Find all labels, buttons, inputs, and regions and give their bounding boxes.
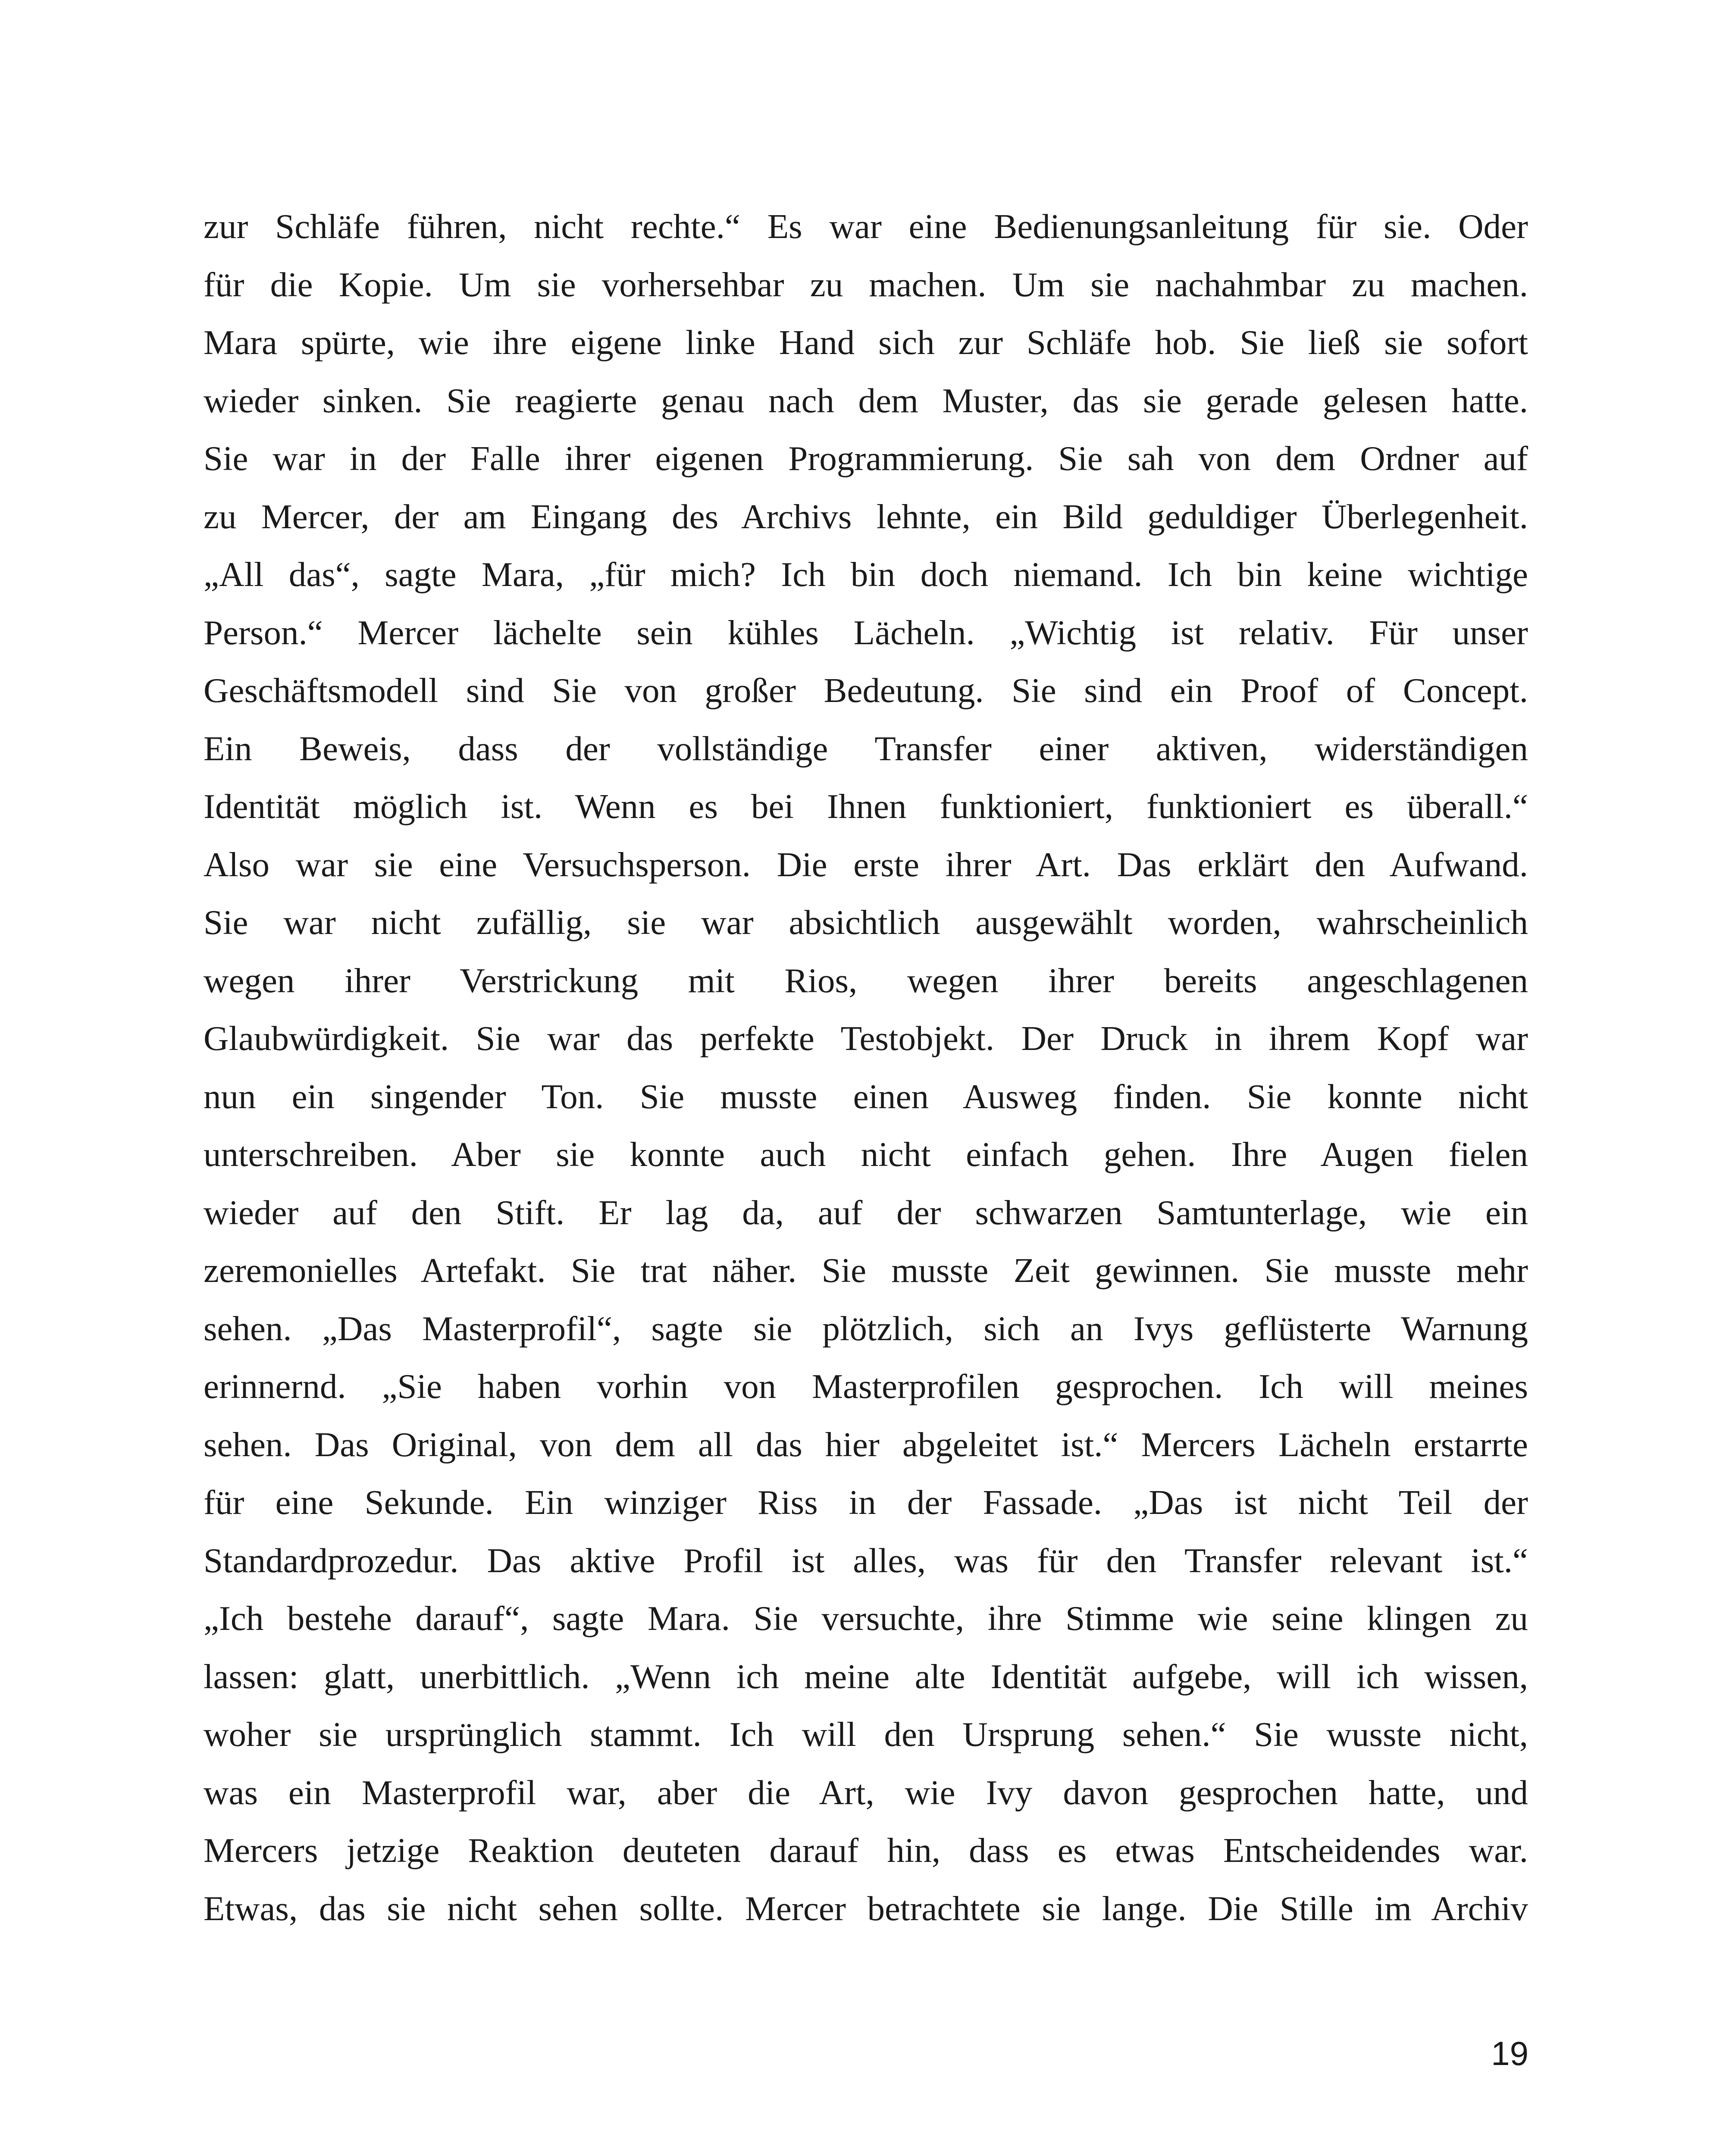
- text-line: Sie war nicht zufällig, sie war absichtlich ausgewählt worden, wahrscheinlich: [204, 903, 1528, 942]
- text-line: sehen. „Das Masterprofil“, sagte sie plötzlich, sich an Ivys geflüsterte Warnung: [204, 1309, 1528, 1348]
- text-line: Ein Beweis, dass der vollständige Transfer einer aktiven, widerständigen: [204, 729, 1528, 768]
- text-line: Mara spürte, wie ihre eigene linke Hand sich zur Schläfe hob. Sie ließ sie sofort: [204, 323, 1528, 362]
- text-line: sehen. Das Original, von dem all das hier abgeleitet ist.“ Mercers Lächeln erstarrte: [204, 1425, 1528, 1464]
- text-line: unterschreiben. Aber sie konnte auch nicht einfach gehen. Ihre Augen fielen: [204, 1135, 1528, 1174]
- text-line: Geschäftsmodell sind Sie von großer Bedeutung. Sie sind ein Proof of Concept.: [204, 671, 1528, 710]
- text-line: zur Schläfe führen, nicht rechte.“ Es war eine Bedienungsanleitung für sie. Oder: [204, 207, 1528, 246]
- text-line: was ein Masterprofil war, aber die Art, wie Ivy davon gesprochen hatte, und: [204, 1773, 1528, 1812]
- text-line: Person.“ Mercer lächelte sein kühles Lächeln. „Wichtig ist relativ. Für unser: [204, 613, 1528, 652]
- text-line: wieder sinken. Sie reagierte genau nach dem Muster, das sie gerade gelesen hatte.: [204, 381, 1528, 420]
- text-line: Glaubwürdigkeit. Sie war das perfekte Testobjekt. Der Druck in ihrem Kopf war: [204, 1019, 1528, 1058]
- text-line: wegen ihrer Verstrickung mit Rios, wegen ihrer bereits angeschlagenen: [204, 961, 1528, 1000]
- text-line: nun ein singender Ton. Sie musste einen Ausweg finden. Sie konnte nicht: [204, 1077, 1528, 1116]
- text-line: Sie war in der Falle ihrer eigenen Programmierung. Sie sah von dem Ordner auf: [204, 439, 1528, 478]
- text-line: „Ich bestehe darauf“, sagte Mara. Sie versuchte, ihre Stimme wie seine klingen zu: [204, 1599, 1528, 1638]
- text-line: Etwas, das sie nicht sehen sollte. Mercer betrachtete sie lange. Die Stille im Archiv: [204, 1889, 1528, 1928]
- text-line: für eine Sekunde. Ein winziger Riss in der Fassade. „Das ist nicht Teil der: [204, 1483, 1528, 1522]
- text-line: lassen: glatt, unerbittlich. „Wenn ich meine alte Identität aufgebe, will ich wissen,: [204, 1657, 1528, 1696]
- text-line: wieder auf den Stift. Er lag da, auf der schwarzen Samtunterlage, wie ein: [204, 1193, 1528, 1232]
- text-line: zu Mercer, der am Eingang des Archivs lehnte, ein Bild geduldiger Überlegenheit.: [204, 497, 1528, 536]
- text-line: für die Kopie. Um sie vorhersehbar zu machen. Um sie nachahmbar zu machen.: [204, 265, 1528, 304]
- text-line: woher sie ursprünglich stammt. Ich will den Ursprung sehen.“ Sie wusste nicht,: [204, 1715, 1528, 1754]
- text-line: Identität möglich ist. Wenn es bei Ihnen funktioniert, funktioniert es überall.“: [204, 787, 1528, 826]
- text-line: erinnernd. „Sie haben vorhin von Masterprofilen gesprochen. Ich will meines: [204, 1367, 1528, 1406]
- text-line: Standardprozedur. Das aktive Profil ist alles, was für den Transfer relevant ist.“: [204, 1541, 1528, 1580]
- body-text: [204, 197, 1528, 1937]
- page-number: 19: [1491, 2034, 1528, 2072]
- text-line: Also war sie eine Versuchsperson. Die erste ihrer Art. Das erklärt den Aufwand.: [204, 845, 1528, 884]
- text-line: „All das“, sagte Mara, „für mich? Ich bin doch niemand. Ich bin keine wichtige: [204, 555, 1528, 594]
- text-line: Mercers jetzige Reaktion deuteten darauf hin, dass es etwas Entscheidendes war.: [204, 1831, 1528, 1870]
- text-line: zeremonielles Artefakt. Sie trat näher. Sie musste Zeit gewinnen. Sie musste mehr: [204, 1251, 1528, 1290]
